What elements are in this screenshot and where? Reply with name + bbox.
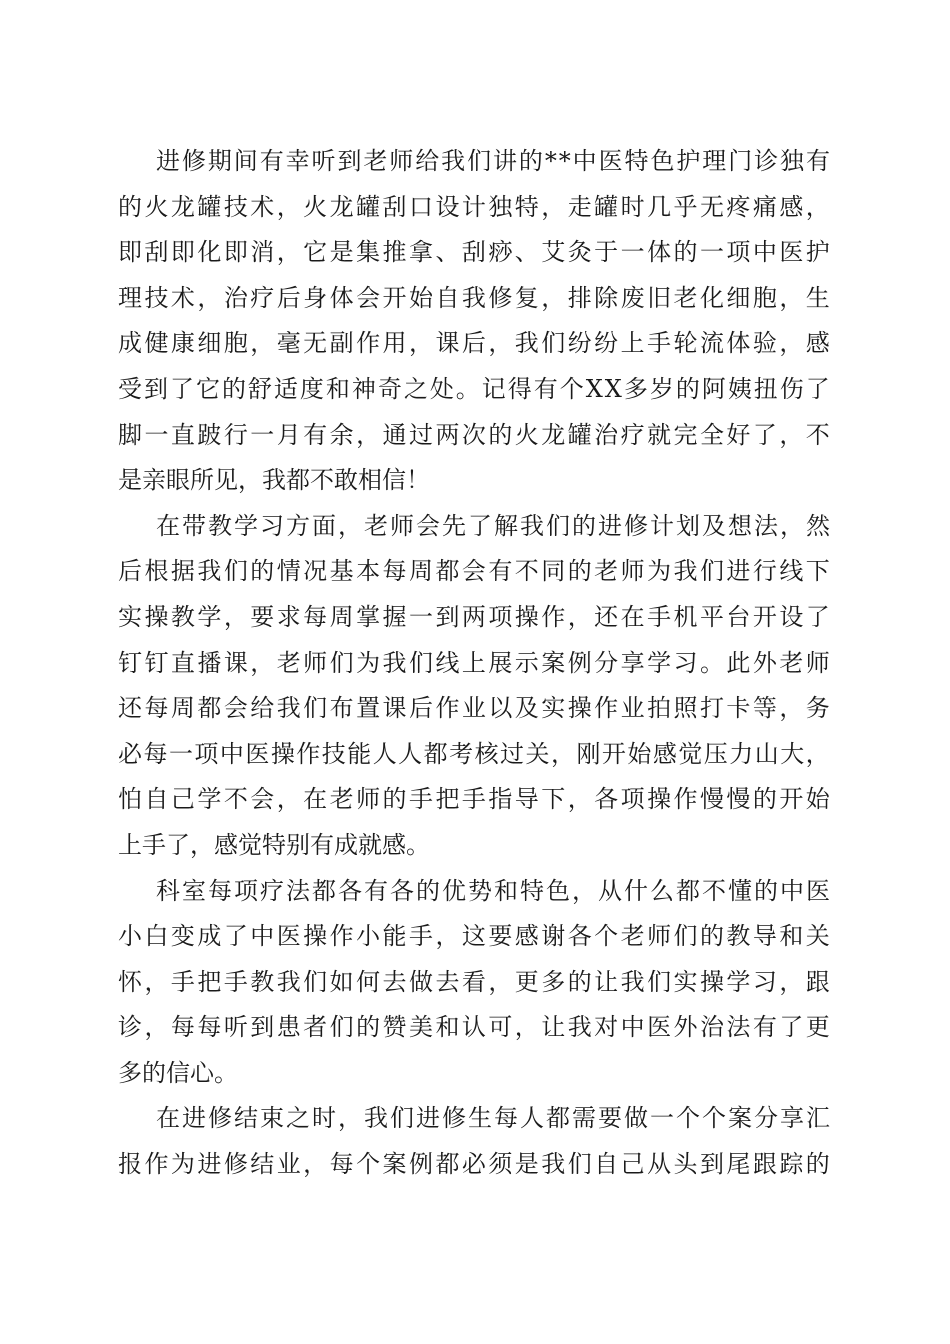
text-line: 是亲眼所见，我都不敢相信！ bbox=[118, 466, 430, 495]
text-line: 即 刮 即 化 即 消 ， 它 是 集 推 拿 、 刮 痧 、 艾 灸 于 一 体 的 一 项 中 医 护 bbox=[118, 238, 830, 267]
text-line: 诊 ， 每 每 听 到 患 者 们 的 赞 美 和 认 可 ， 让 我 对 中 医 外 治 法 有 了 更 bbox=[118, 1013, 830, 1042]
text-line: 还 每 周 都 会 给 我 们 布 置 课 后 作 业 以 及 实 操 作 业 拍 照 打 卡 等 ， 务 bbox=[118, 694, 830, 723]
text-line: 报 作 为 进 修 结 业 ， 每 个 案 例 都 必 须 是 我 们 自 己 从 头 到 尾 跟 踪 的 bbox=[118, 1150, 830, 1179]
text-line: 受 到 了 它 的 舒 适 度 和 神 奇 之 处 。 记 得 有 个 X X 多 岁 的 阿 姨 扭 伤 了 bbox=[118, 374, 830, 403]
text-line: 的 火 龙 罐 技 术 ， 火 龙 罐 刮 口 设 计 独 特 ， 走 罐 时 几 乎 无 疼 痛 感 ， bbox=[118, 192, 830, 221]
text-line: 在 带 教 学 习 方 面 ， 老 师 会 先 了 解 我 们 的 进 修 计 划 及 想 法 ， 然 bbox=[156, 511, 830, 540]
text-line: 脚 一 直 跛 行 一 月 有 余 ， 通 过 两 次 的 火 龙 罐 治 疗 就 完 全 好 了 ， 不 bbox=[118, 420, 830, 449]
text-line: 上手了，感觉特别有成就感。 bbox=[118, 830, 430, 859]
text-line: 后 根 据 我 们 的 情 况 基 本 每 周 都 会 有 不 同 的 老 师 为 我 们 进 行 线 下 bbox=[118, 557, 830, 586]
text-line: 进 修 期 间 有 幸 听 到 老 师 给 我 们 讲 的 * * 中 医 特 色 护 理 门 诊 独 有 bbox=[156, 147, 830, 175]
text-line: 必 每 一 项 中 医 操 作 技 能 人 人 都 考 核 过 关 ， 刚 开 始 感 觉 压 力 山 大 ， bbox=[118, 739, 830, 768]
text-line: 小 白 变 成 了 中 医 操 作 小 能 手 ， 这 要 感 谢 各 个 老 师 们 的 教 导 和 关 bbox=[118, 922, 830, 951]
text-line: 成 健 康 细 胞 ， 毫 无 副 作 用 ， 课 后 ， 我 们 纷 纷 上 手 轮 流 体 验 ， 感 bbox=[118, 329, 830, 358]
text-line: 怀 ， 手 把 手 教 我 们 如 何 去 做 去 看 ， 更 多 的 让 我 们 实 操 学 习 ， 跟 bbox=[118, 967, 830, 996]
text-line: 在 进 修 结 束 之 时 ， 我 们 进 修 生 每 人 都 需 要 做 一 个 个 案 分 享 汇 bbox=[156, 1104, 830, 1133]
text-line: 科 室 每 项 疗 法 都 各 有 各 的 优 势 和 特 色 ， 从 什 么 都 不 懂 的 中 医 bbox=[156, 876, 830, 905]
document-body bbox=[118, 139, 830, 1188]
text-line: 多的信心。 bbox=[118, 1058, 238, 1087]
text-line: 钉 钉 直 播 课 ， 老 师 们 为 我 们 线 上 展 示 案 例 分 享 学 习 。 此 外 老 师 bbox=[118, 648, 830, 677]
text-line: 实 操 教 学 ， 要 求 每 周 掌 握 一 到 两 项 操 作 ， 还 在 手 机 平 台 开 设 了 bbox=[118, 602, 830, 631]
text-line: 怕 自 己 学 不 会 ， 在 老 师 的 手 把 手 指 导 下 ， 各 项 操 作 慢 慢 的 开 始 bbox=[118, 785, 830, 814]
text-line: 理 技 术 ， 治 疗 后 身 体 会 开 始 自 我 修 复 ， 排 除 废 旧 老 化 细 胞 ， 生 bbox=[118, 283, 830, 312]
